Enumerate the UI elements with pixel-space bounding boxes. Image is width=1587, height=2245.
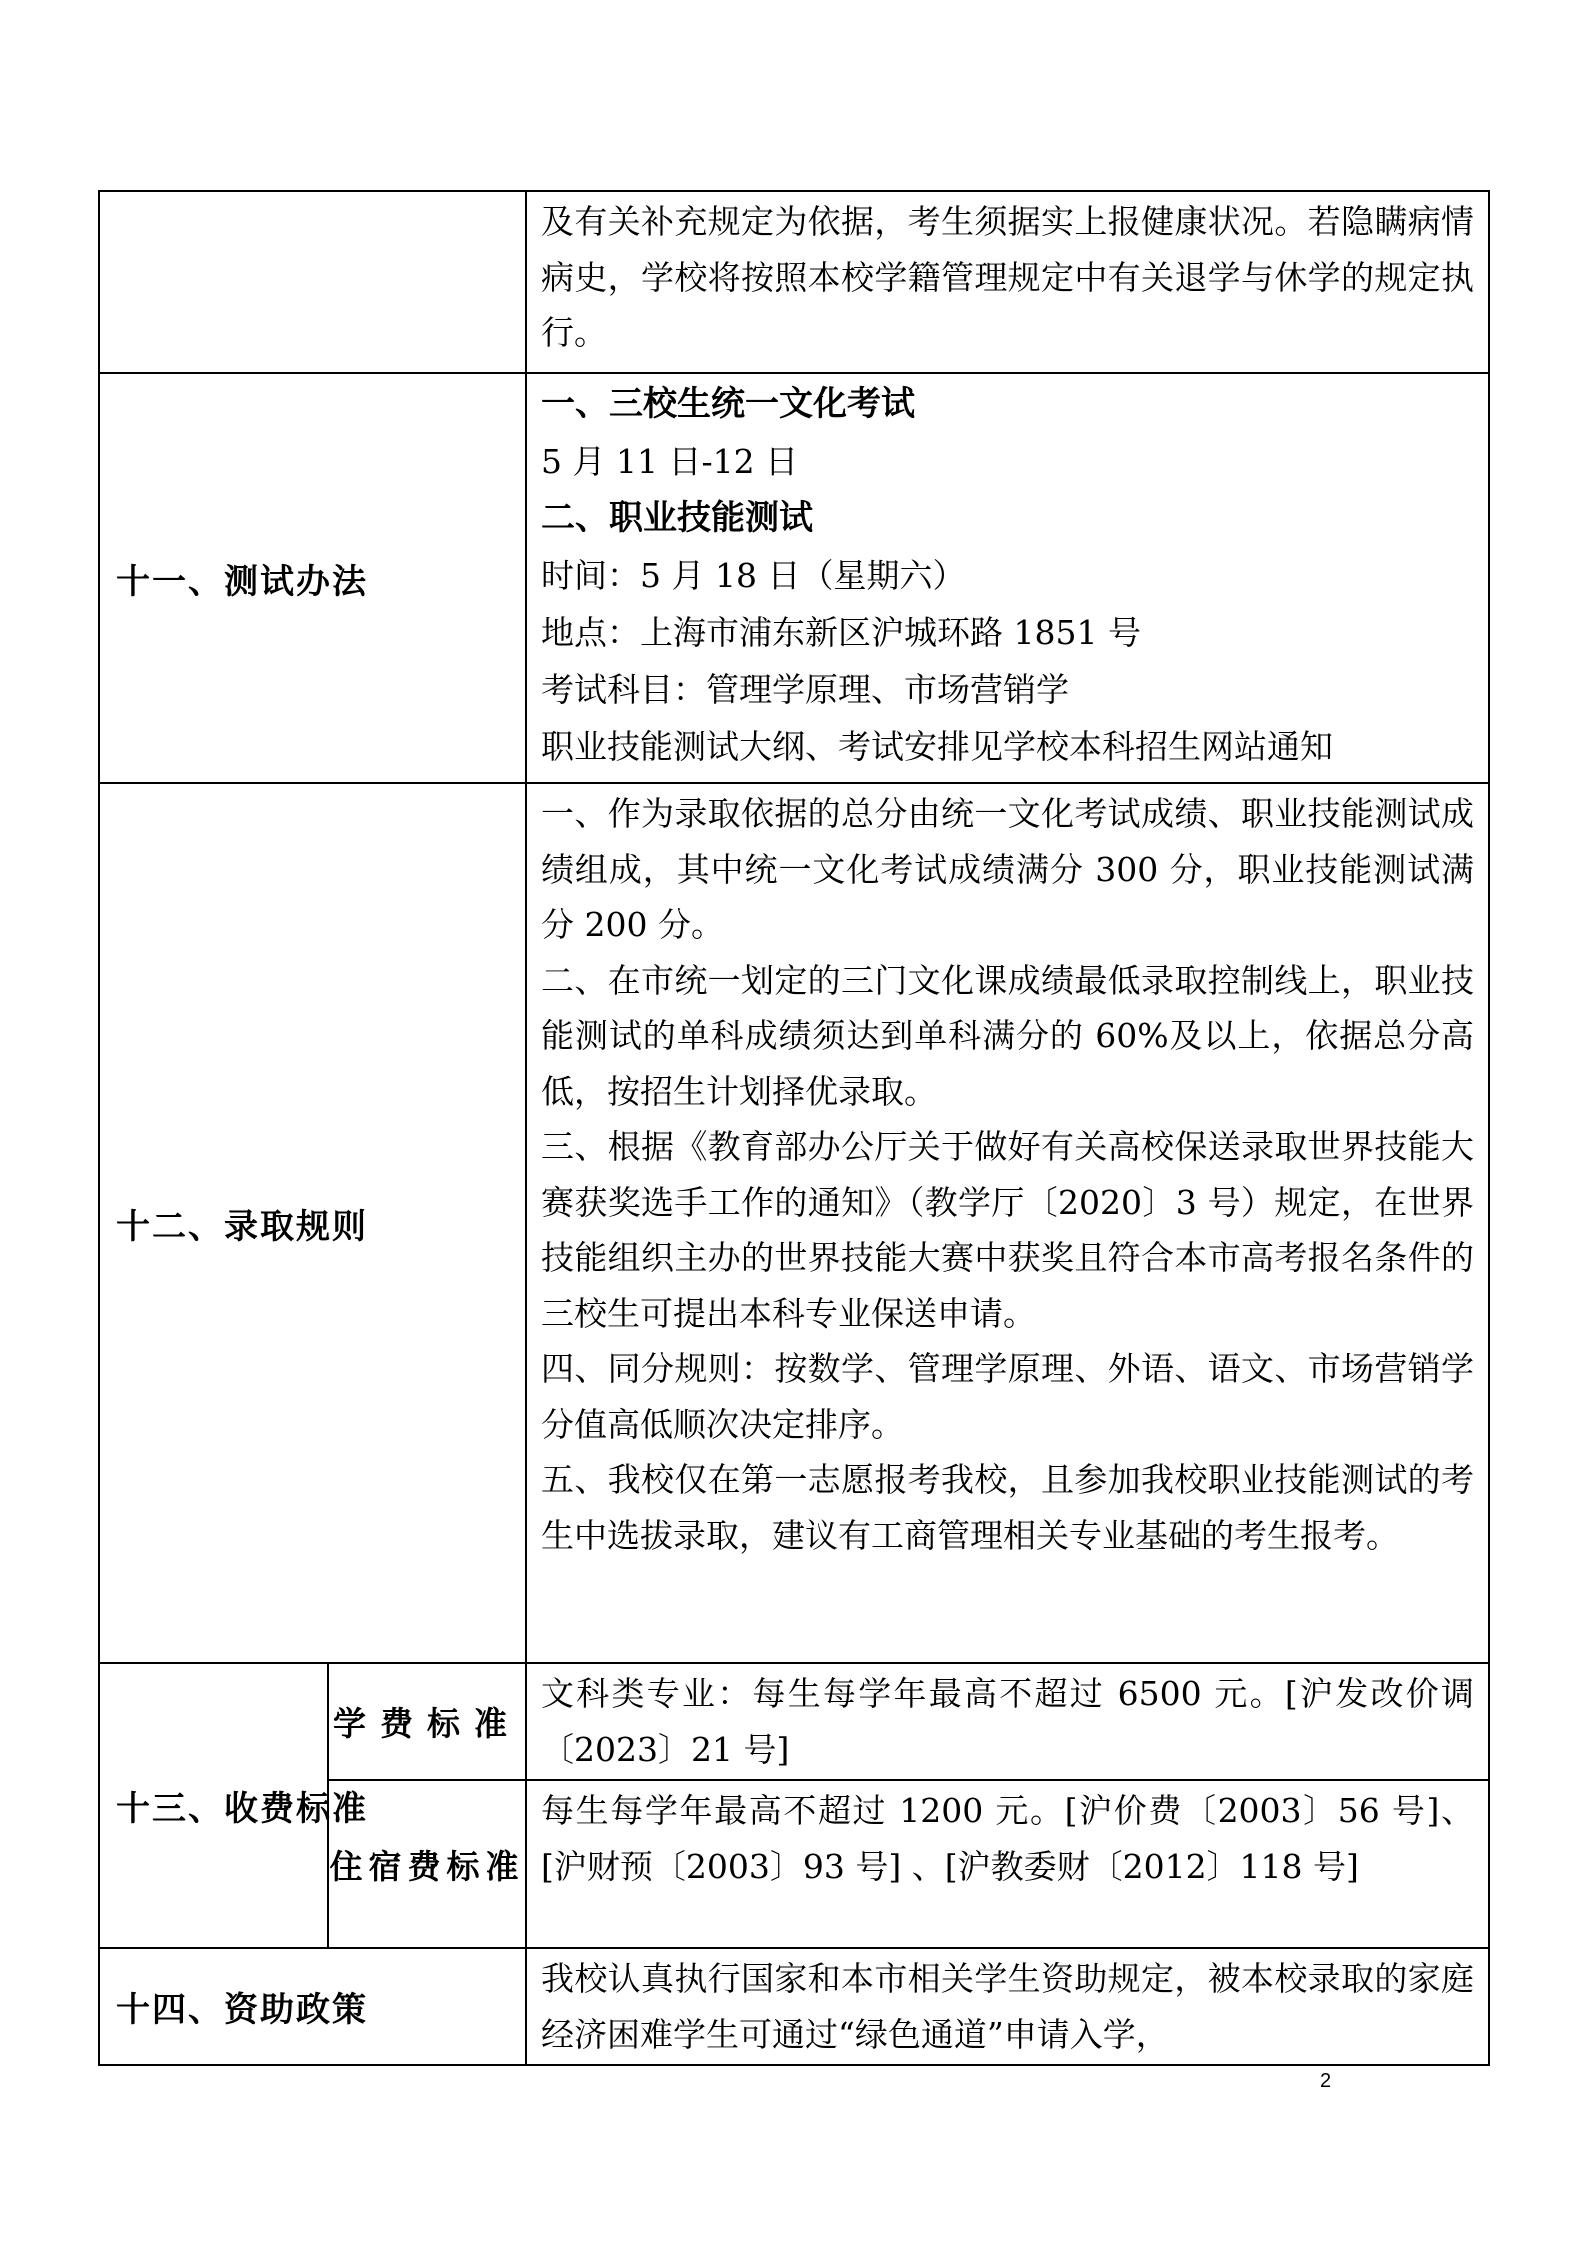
admission-rule-5: 五、我校仅在第一志愿报考我校，且参加我校职业技能测试的考生中选拔录取，建议有工商管理相关专业基础的考生报考。 xyxy=(541,1460,1474,1555)
tuition-standard-label: 学费标准 xyxy=(328,1663,526,1780)
test-method-label: 十一、测试办法 xyxy=(99,373,526,783)
table-row xyxy=(99,373,1489,783)
admission-rules-label: 十二、录取规则 xyxy=(99,783,526,1663)
admissions-table xyxy=(98,190,1490,2066)
empty-label-cell xyxy=(99,191,526,373)
admission-rules-content xyxy=(526,783,1489,1663)
page-number: 2 xyxy=(1320,2070,1332,2092)
health-text: 及有关补充规定为依据，考生须据实上报健康状况。若隐瞒病情病史，学校将按照本校学籍管理规定中有关退学与休学的规定执行。 xyxy=(541,202,1474,352)
admission-rule-2: 二、在市统一划定的三门文化课成绩最低录取控制线上，职业技能测试的单科成绩须达到单科满分的 60%及以上，依据总分高低，按招生计划择优录取。 xyxy=(541,960,1474,1111)
test-culture-date: 5 月 11 日-12 日 xyxy=(541,442,799,481)
housing-text: 每生每学年最高不超过 1200 元。[沪价费〔2003〕56 号]、[沪财预〔2003〕93 号] 、[沪教委财〔2012〕118 号] xyxy=(541,1791,1474,1886)
table-row xyxy=(99,1948,1489,2065)
tuition-text: 文科类专业：每生每学年最高不超过 6500 元。[沪发改价调〔2023〕21 号] xyxy=(541,1674,1474,1769)
table-row xyxy=(99,783,1489,1663)
test-heading-skill: 二、职业技能测试 xyxy=(541,498,813,538)
fee-standard-label: 十三、收费标准 xyxy=(99,1663,328,1948)
financial-aid-label: 十四、资助政策 xyxy=(99,1948,526,2065)
table-row xyxy=(99,1663,1489,1780)
financial-aid-content xyxy=(526,1948,1489,2065)
table-row xyxy=(99,191,1489,373)
tuition-standard-content xyxy=(526,1663,1489,1780)
health-content-cell xyxy=(526,191,1489,373)
test-skill-notice: 职业技能测试大纲、考试安排见学校本科招生网站通知 xyxy=(541,727,1333,766)
admission-rule-3: 三、根据《教育部办公厅关于做好有关高校保送录取世界技能大赛获奖选手工作的通知》（教学厅〔2020〕3 号）规定，在世界技能组织主办的世界技能大赛中获奖且符合本市高考报名条件的三校生可提出本科专业保送申请。 xyxy=(541,1127,1474,1333)
test-skill-location: 地点：上海市浦东新区沪城环路 1851 号 xyxy=(541,613,1141,652)
test-heading-culture: 一、三校生统一文化考试 xyxy=(541,384,915,424)
test-method-content xyxy=(526,373,1489,783)
financial-aid-text: 我校认真执行国家和本市相关学生资助规定，被本校录取的家庭经济困难学生可通过“绿色通道”申请入学， xyxy=(541,1959,1474,2054)
admission-rule-4: 四、同分规则：按数学、管理学原理、外语、语文、市场营销学分值高低顺次决定排序。 xyxy=(541,1349,1474,1444)
admission-rule-1: 一、作为录取依据的总分由统一文化考试成绩、职业技能测试成绩组成，其中统一文化考试成绩满分 300 分，职业技能测试满分 200 分。 xyxy=(541,794,1474,944)
housing-standard-content xyxy=(526,1780,1489,1948)
housing-standard-label: 住宿费标准 xyxy=(328,1780,526,1948)
test-skill-subjects: 考试科目：管理学原理、市场营销学 xyxy=(541,670,1069,709)
test-skill-time: 时间：5 月 18 日（星期六） xyxy=(541,556,966,595)
